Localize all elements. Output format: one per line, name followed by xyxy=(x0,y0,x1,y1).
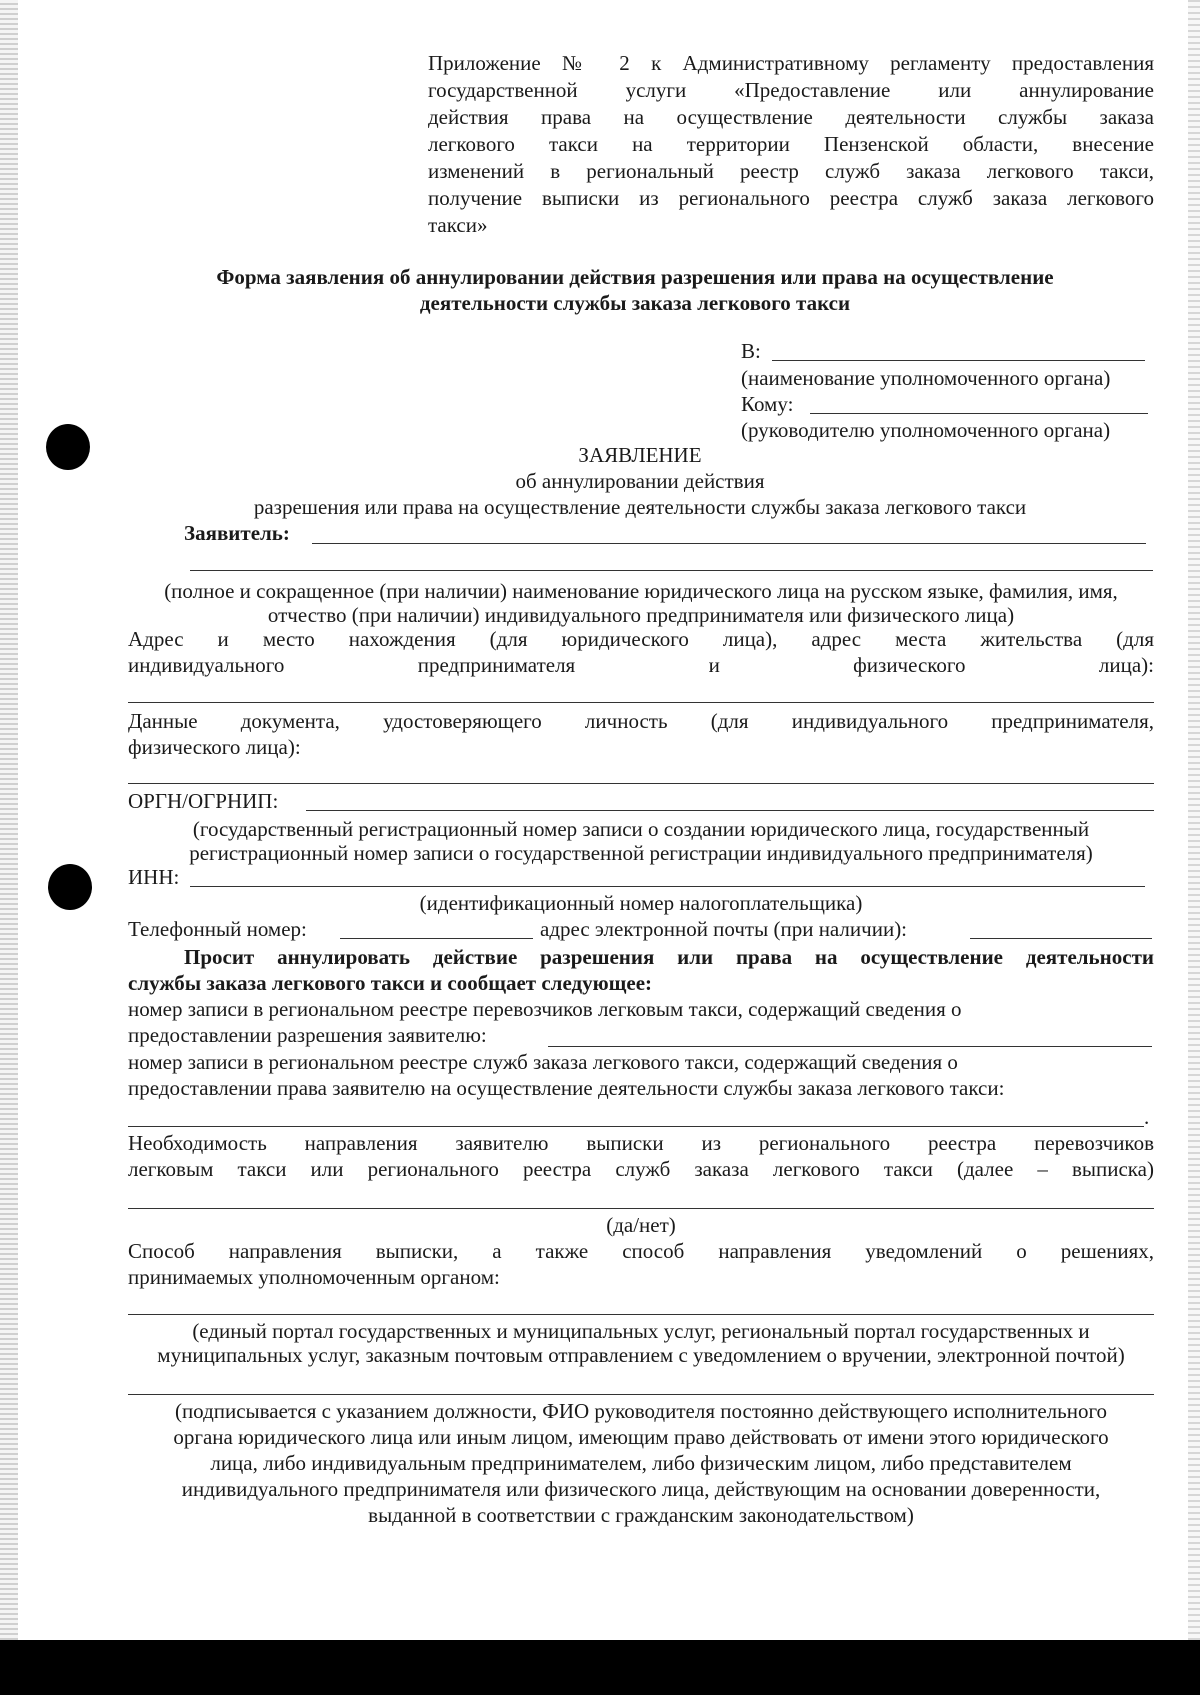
scan-edge-right xyxy=(1188,0,1200,1640)
signature-caption-5: выданной в соответствии с гражданским законодательством) xyxy=(368,1503,914,1527)
address-line-2: индивидуального предпринимателя и физического лица): xyxy=(128,653,1154,677)
identity-field[interactable] xyxy=(128,783,1154,784)
identity-line-2: физического лица): xyxy=(128,735,301,759)
annex-line-7: такси» xyxy=(428,213,488,237)
email-label: адрес электронной почты (при наличии): xyxy=(540,917,908,941)
inn-field[interactable] xyxy=(190,886,1145,887)
signature-caption-1: (подписывается с указанием должности, ФИО руководителя постоянно действующего исполнительного xyxy=(174,1399,1108,1423)
annex-line-1: Приложение № 2 к Административному регламенту предоставления xyxy=(428,51,1154,75)
form-title-line-1: Форма заявления об аннулировании действия разрешения или права на осуществление xyxy=(216,265,1054,289)
whom-label: Кому: xyxy=(741,392,794,416)
request-line-2: службы заказа легкового такси и сообщает следующее: xyxy=(128,971,653,995)
delivery-line-1: Способ направления выписки, а также способ направления уведомлений о решениях, xyxy=(128,1239,1154,1263)
record-permit-line-1: номер записи в региональном реестре перевозчиков легковым такси, содержащий сведения о xyxy=(128,997,962,1021)
applicant-caption-2: отчество (при наличии) индивидуального предпринимателя или физического лица) xyxy=(267,603,1015,627)
applicant-field[interactable] xyxy=(312,543,1146,544)
punch-hole-bottom xyxy=(48,864,92,910)
record-permit-field[interactable] xyxy=(548,1046,1152,1047)
record-permit-line-2: предоставлении разрешения заявителю: xyxy=(128,1023,487,1047)
applicant-field-2[interactable] xyxy=(190,570,1153,571)
record-right-line-1: номер записи в региональном реестре служб заказа легкового такси, содержащий сведения о xyxy=(128,1050,958,1074)
to-caption: (наименование уполномоченного органа) xyxy=(741,366,1111,390)
application-subtitle-2: разрешения или права на осуществление деятельности службы заказа легкового такси xyxy=(253,495,1027,519)
ogrn-caption-2: регистрационный номер записи о государственной регистрации индивидуального предпринимателя) xyxy=(189,841,1093,865)
ogrn-label: ОРГН/ОГРНИП: xyxy=(128,789,279,813)
inn-label: ИНН: xyxy=(128,865,180,889)
record-right-field[interactable] xyxy=(128,1126,1144,1127)
annex-line-4: легкового такси на территории Пензенской области, внесение xyxy=(428,132,1154,156)
annex-line-3: действия права на осуществление деятельности службы заказа xyxy=(428,105,1154,129)
whom-caption: (руководителю уполномоченного органа) xyxy=(741,418,1111,442)
signature-caption-2: органа юридического лица или иным лицом, имеющим право действовать от имени этого юридического xyxy=(173,1425,1109,1449)
signature-field[interactable] xyxy=(128,1394,1154,1395)
delivery-caption-2: муниципальных услуг, заказным почтовым отправлением с уведомлением о вручении, электронной почтой) xyxy=(157,1343,1125,1367)
ogrn-field[interactable] xyxy=(306,810,1154,811)
record-right-end-mark: . xyxy=(1144,1105,1150,1129)
identity-line-1: Данные документа, удостоверяющего личность (для индивидуального предпринимателя, xyxy=(128,709,1154,733)
extract-line-2: легковым такси или регионального реестра служб заказа легкового такси (далее – выписка) xyxy=(128,1157,1154,1181)
request-line-1: Просит аннулировать действие разрешения или права на осуществление деятельности xyxy=(184,945,1154,969)
extract-field[interactable] xyxy=(128,1208,1154,1209)
ogrn-caption-1: (государственный регистрационный номер записи о создании юридического лица, государственный xyxy=(192,817,1090,841)
address-field[interactable] xyxy=(128,702,1154,703)
inn-caption: (идентификационный номер налогоплательщика) xyxy=(419,891,863,915)
annex-line-5: изменений в региональный реестр служб заказа легкового такси, xyxy=(428,159,1154,183)
record-right-line-2: предоставлении права заявителю на осуществление деятельности службы заказа легкового такси: xyxy=(128,1076,1005,1100)
punch-hole-top xyxy=(46,424,90,470)
to-field[interactable] xyxy=(772,360,1145,361)
annex-line-2: государственной услуги «Предоставление или аннулирование xyxy=(428,78,1154,102)
extract-line-1: Необходимость направления заявителю выписки из регионального реестра перевозчиков xyxy=(128,1131,1154,1155)
annex-line-6: получение выписки из регионального реестра служб заказа легкового xyxy=(428,186,1154,210)
address-line-1: Адрес и место нахождения (для юридического лица), адрес места жительства (для xyxy=(128,627,1154,651)
delivery-field[interactable] xyxy=(128,1314,1154,1315)
scan-footer-bar xyxy=(0,1640,1200,1695)
signature-caption-3: лица, либо индивидуальным предпринимателем, либо физическим лицом, либо представителем xyxy=(210,1451,1072,1475)
whom-field[interactable] xyxy=(810,413,1148,414)
scan-edge-left xyxy=(0,0,18,1640)
extract-caption: (да/нет) xyxy=(606,1213,676,1237)
to-label: В: xyxy=(741,339,761,363)
form-title-line-2: деятельности службы заказа легкового такси xyxy=(419,291,851,315)
delivery-caption-1: (единый портал государственных и муниципальных услуг, региональный портал государственных и xyxy=(192,1319,1090,1343)
applicant-caption-1: (полное и сокращенное (при наличии) наименование юридического лица на русском языке, фамилия, имя, xyxy=(164,579,1118,603)
application-title: ЗАЯВЛЕНИЕ xyxy=(578,443,702,467)
phone-field[interactable] xyxy=(340,938,533,939)
phone-label: Телефонный номер: xyxy=(128,917,307,941)
application-subtitle-1: об аннулировании действия xyxy=(515,469,765,493)
applicant-label: Заявитель: xyxy=(184,521,290,545)
delivery-line-2: принимаемых уполномоченным органом: xyxy=(128,1265,500,1289)
email-field[interactable] xyxy=(970,938,1152,939)
signature-caption-4: индивидуального предпринимателя или физического лица, действующим на основании доверенности, xyxy=(181,1477,1101,1501)
